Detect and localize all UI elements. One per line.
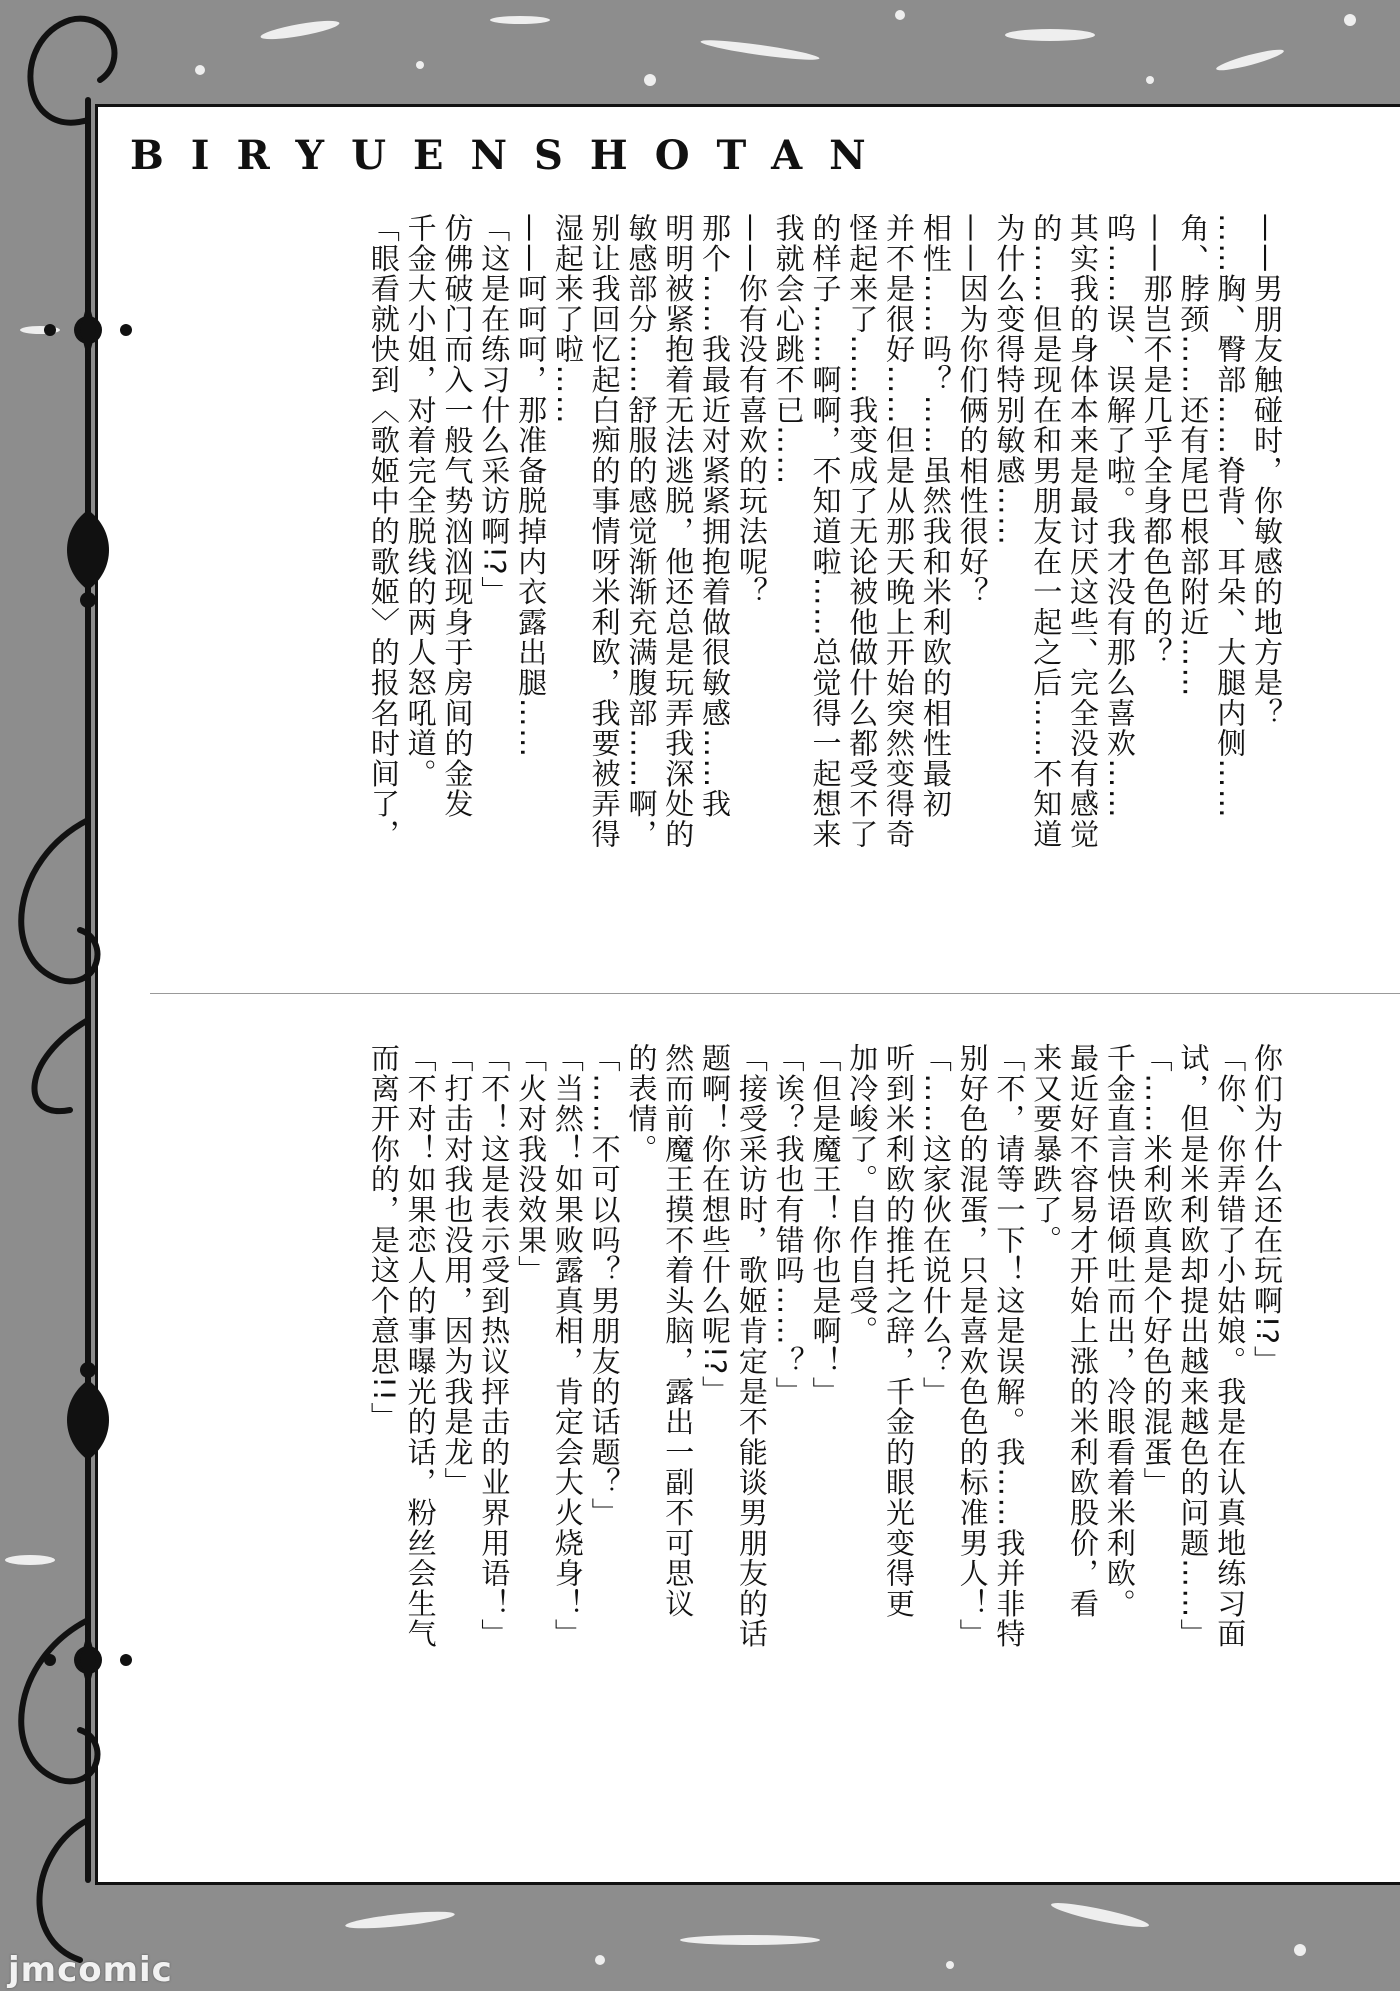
text-column: 的……但是现在和男朋友在一起之后……不知道 bbox=[1029, 213, 1064, 850]
section-divider bbox=[150, 993, 1400, 994]
text-column: 敏感部分……舒服的感觉渐渐充满腹部……啊， bbox=[624, 213, 659, 850]
lower-text-block bbox=[140, 1043, 1285, 1803]
text-column: 「火对我没效果」 bbox=[514, 1043, 549, 1286]
text-column: ——男朋友触碰时，你敏感的地方是？ bbox=[1250, 213, 1284, 729]
text-column: 「诶？我也有错吗……？」 bbox=[771, 1043, 806, 1407]
text-column: 别让我回忆起白痴的事情呀米利欧，我要被弄得 bbox=[587, 213, 622, 850]
text-column: 角、脖颈……还有尾巴根部附近…… bbox=[1176, 213, 1211, 698]
text-column: 加冷峻了。自作自受。 bbox=[845, 1043, 880, 1346]
text-column: 最近好不容易才开始上涨的米利欧股价，看 bbox=[1066, 1043, 1101, 1619]
text-column: 相性……吗？……虽然我和米利欧的相性最初 bbox=[918, 213, 953, 819]
ornamental-vine-border bbox=[0, 0, 140, 1991]
text-column: 听到米利欧的推托之辞，千金的眼光变得更 bbox=[882, 1043, 917, 1619]
text-column: ……胸、臀部……脊背、耳朵、大腿内侧…… bbox=[1213, 213, 1248, 819]
text-column: 我就会心跳不已…… bbox=[771, 213, 806, 486]
text-column: 题啊！你在想些什么呢!?」 bbox=[698, 1043, 733, 1406]
text-column: 仿佛破门而入一般气势汹汹现身于房间的金发 bbox=[440, 213, 475, 819]
text-column: 千金大小姐，对着完全脱线的两人怒吼道。 bbox=[403, 213, 438, 789]
text-column: 湿起来了啦…… bbox=[550, 213, 585, 426]
text-column: 「……米利欧真是个好色的混蛋」 bbox=[1139, 1043, 1174, 1498]
text-column: 并不是很好……但是从那天晚上开始突然变得奇 bbox=[882, 213, 917, 850]
text-column: 「……不可以吗？男朋友的话题？」 bbox=[587, 1043, 622, 1528]
text-column: 来又要暴跌了。 bbox=[1029, 1043, 1064, 1256]
text-column: ——那岂不是几乎全身都色色的？ bbox=[1139, 213, 1174, 668]
upper-text-block bbox=[140, 213, 1285, 953]
watermark-logo: jmcomic bbox=[8, 1950, 173, 1990]
text-column: 「这是在练习什么采访啊!?」 bbox=[477, 213, 512, 607]
text-column: 那个……我最近对紧紧拥抱着做很敏感……我 bbox=[698, 213, 733, 819]
text-column: 怪起来了……我变成了无论被他做什么都受不了 bbox=[845, 213, 880, 850]
text-column: ——你有没有喜欢的玩法呢？ bbox=[734, 213, 769, 607]
text-column: 为什么变得特别敏感…… bbox=[992, 213, 1027, 547]
header-title: BIRYUENSHOTAN bbox=[130, 132, 893, 179]
text-column: 你们为什么还在玩啊!?」 bbox=[1250, 1043, 1284, 1376]
text-column: 然而前魔王摸不着头脑，露出一副不可思议 bbox=[661, 1043, 696, 1619]
text-column: 而离开你的，是这个意思!!」 bbox=[366, 1043, 401, 1433]
text-column: 试，但是米利欧却提出越来越色的问题……」 bbox=[1176, 1043, 1211, 1649]
text-column: ——呵呵呵，那准备脱掉内衣露出腿…… bbox=[514, 213, 549, 759]
text-column: 「眼看就快到〈歌姬中的歌姬〉的报名时间了， bbox=[366, 213, 401, 850]
text-column: 「接受采访时，歌姬肯定是不能谈男朋友的话 bbox=[734, 1043, 769, 1649]
text-column: 「不对！如果恋人的事曝光的话，粉丝会生气 bbox=[403, 1043, 438, 1649]
text-column: 「……这家伙在说什么？」 bbox=[918, 1043, 953, 1407]
text-column: 「你、你弄错了小姑娘。我是在认真地练习面 bbox=[1213, 1043, 1248, 1649]
text-column: 「不！这是表示受到热议抨击的业界用语！」 bbox=[477, 1043, 512, 1649]
text-column: 「打击对我也没用，因为我是龙」 bbox=[440, 1043, 475, 1498]
text-column: 呜……误、误解了啦。我才没有那么喜欢…… bbox=[1102, 213, 1137, 819]
text-column: 「当然！如果败露真相，肯定会大火烧身！」 bbox=[550, 1043, 585, 1649]
text-column: 「但是魔王！你也是啊！」 bbox=[808, 1043, 843, 1407]
text-column: ——因为你们俩的相性很好？ bbox=[955, 213, 990, 607]
text-column: 其实我的身体本来是最讨厌这些、完全没有感觉 bbox=[1066, 213, 1101, 850]
text-column: 的表情。 bbox=[624, 1043, 659, 1165]
text-column: 明明被紧抱着无法逃脱，他还总是玩弄我深处的 bbox=[661, 213, 696, 850]
text-column: 千金直言快语倾吐而出，冷眼看着米利欧。 bbox=[1102, 1043, 1137, 1619]
text-column: 别好色的混蛋，只是喜欢色色的标准男人！」 bbox=[955, 1043, 990, 1649]
text-column: 「不，请等一下！这是误解。我……我并非特 bbox=[992, 1043, 1027, 1649]
text-column: 的样子……啊啊，不知道啦……总觉得一起想来 bbox=[808, 213, 843, 850]
